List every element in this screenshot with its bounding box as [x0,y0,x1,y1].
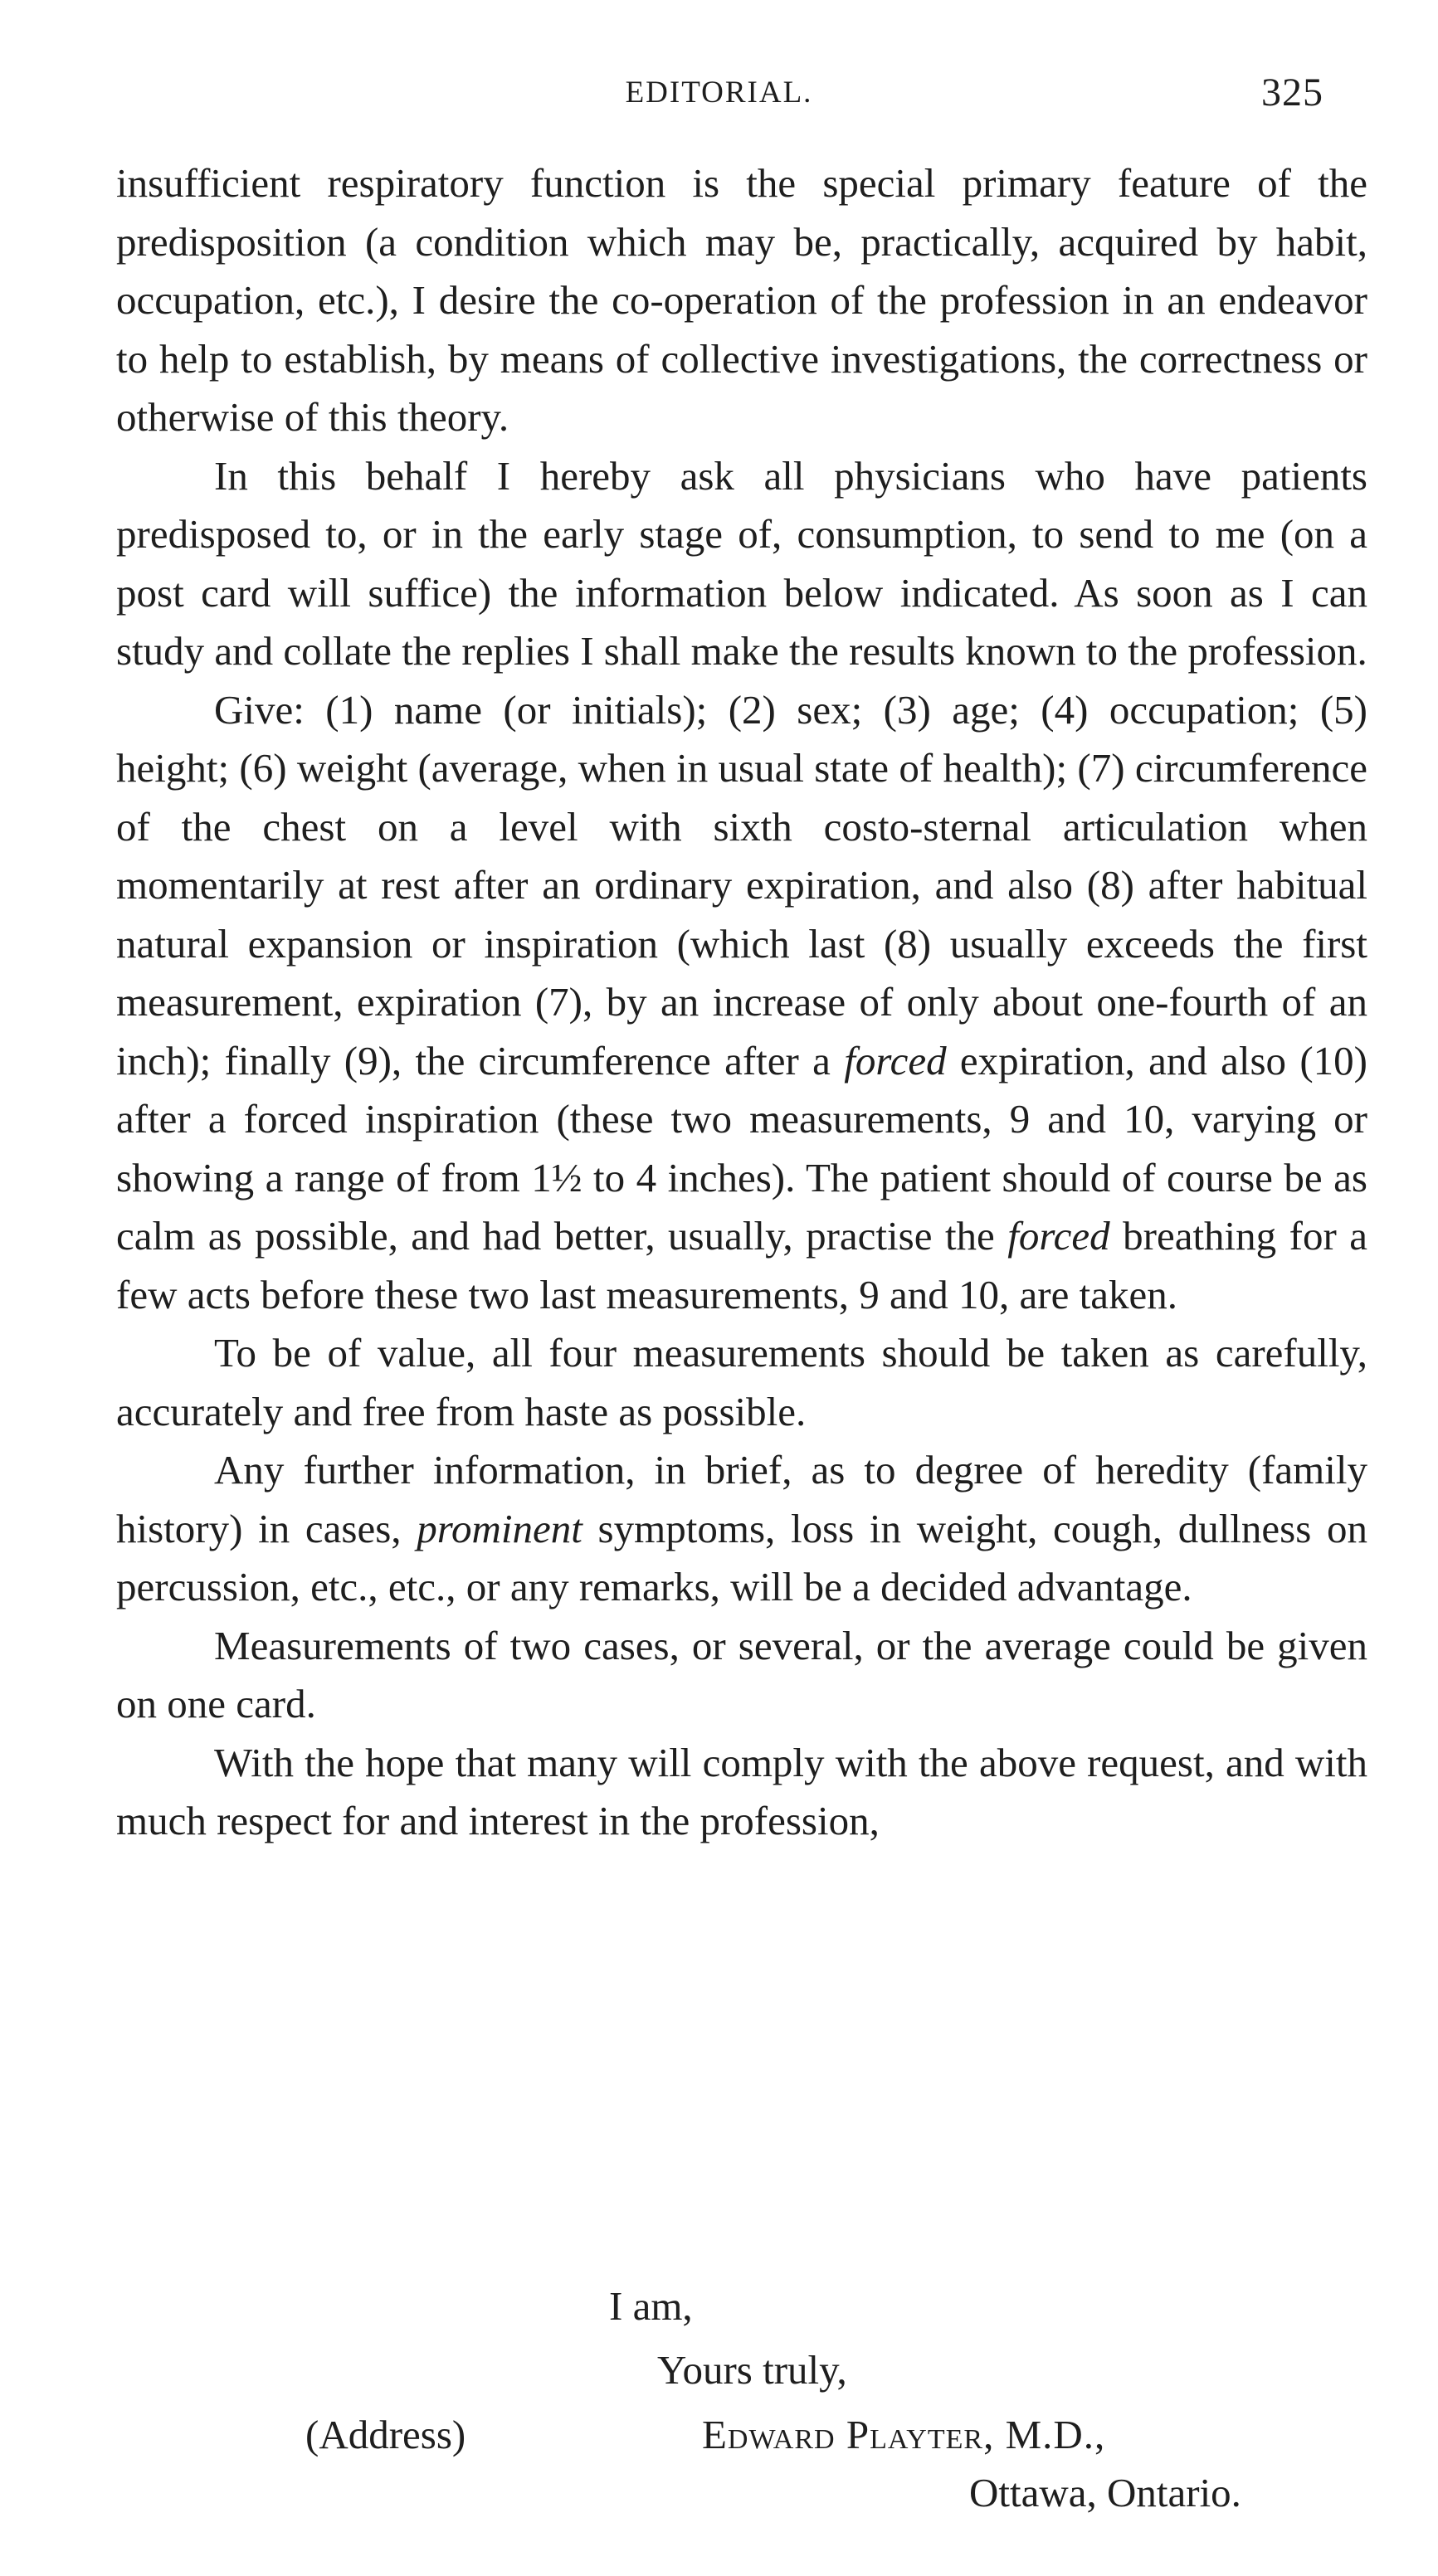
signature-place: Ottawa, Ontario. [969,2470,1241,2515]
paragraph-text: expiration, and also (10) after a forced inspiration (these two measurements, 9 and 10, varying or showing a range of from 1½ to 4 inches). The patient should of course be as calm as possible, and had better, usually, practise the [116,1037,1367,1259]
paragraph [116,447,1367,681]
paragraph [116,1734,1367,1851]
paragraph-text: With the hope that many will comply with the above request, and with much respect for and interest in the profession, [116,1739,1367,1843]
paragraph [116,1617,1367,1734]
body-text [116,154,1367,1851]
paragraph-text: In this behalf I hereby ask all physicians who have patients predisposed to, or in the early stage of, consumption, to send to me (on a post card will suffice) the information below indicated. As soon as I can study and collate the replies I shall make the results known to the profession. [116,452,1367,674]
paragraph-text: insufficient respiratory function is the special primary feature of the predisposition (a condition which may be, practically, acquired by habit, occupation, etc.), I desire the co-operation of the profession in an endeavor to help to establish, by means of collective investigations, the correctness or otherwise of this theory. [116,160,1367,440]
paragraph-text: Any further information, in brief, as to degree of heredity (family history) in cases, [116,1447,1367,1551]
running-head-title: EDITORIAL. [625,75,813,110]
paragraph-text: Give: (1) name (or initials); (2) sex; (3) age; (4) occupation; (5) height; (6) weight (average, when in usual state of health); (7) circumference of the chest on a level with sixth costo-sternal articulation when momentarily at rest after an ordinary expiration, and also (8) after habitual natural expansion or inspiration (which last (8) usually exceeds the first measurement, expiration (7), by an increase of only about one-fourth of an inch); finally (9), the circumference after a [116,686,1367,1083]
paragraph [116,1441,1367,1617]
paragraph-text: To be of value, all four measurements should be taken as carefully, accurately and free from haste as possible. [116,1330,1367,1434]
paragraph [116,1324,1367,1441]
paragraph-text: symptoms, loss in weight, cough, dullness on percussion, etc., etc., or any remarks, will be a decided advantage. [116,1505,1367,1609]
running-head [0,68,1438,118]
paragraph-text: breathing for a few acts before these two last measurements, 9 and 10, are taken. [116,1213,1367,1317]
italic-text: prominent [417,1505,583,1551]
closing-yours-truly: Yours truly, [657,2347,847,2393]
address-label: (Address) [305,2412,466,2457]
signature-name: Edward Playter, M.D., [702,2412,1106,2457]
paragraph [116,154,1367,447]
italic-text: forced [844,1037,947,1083]
closing-i-am: I am, [609,2283,693,2329]
paragraph-text: Measurements of two cases, or several, or the average could be given on one card. [116,1622,1367,1726]
page-number: 325 [1261,71,1323,114]
italic-text: forced [1007,1213,1110,1259]
paragraph [116,681,1367,1325]
